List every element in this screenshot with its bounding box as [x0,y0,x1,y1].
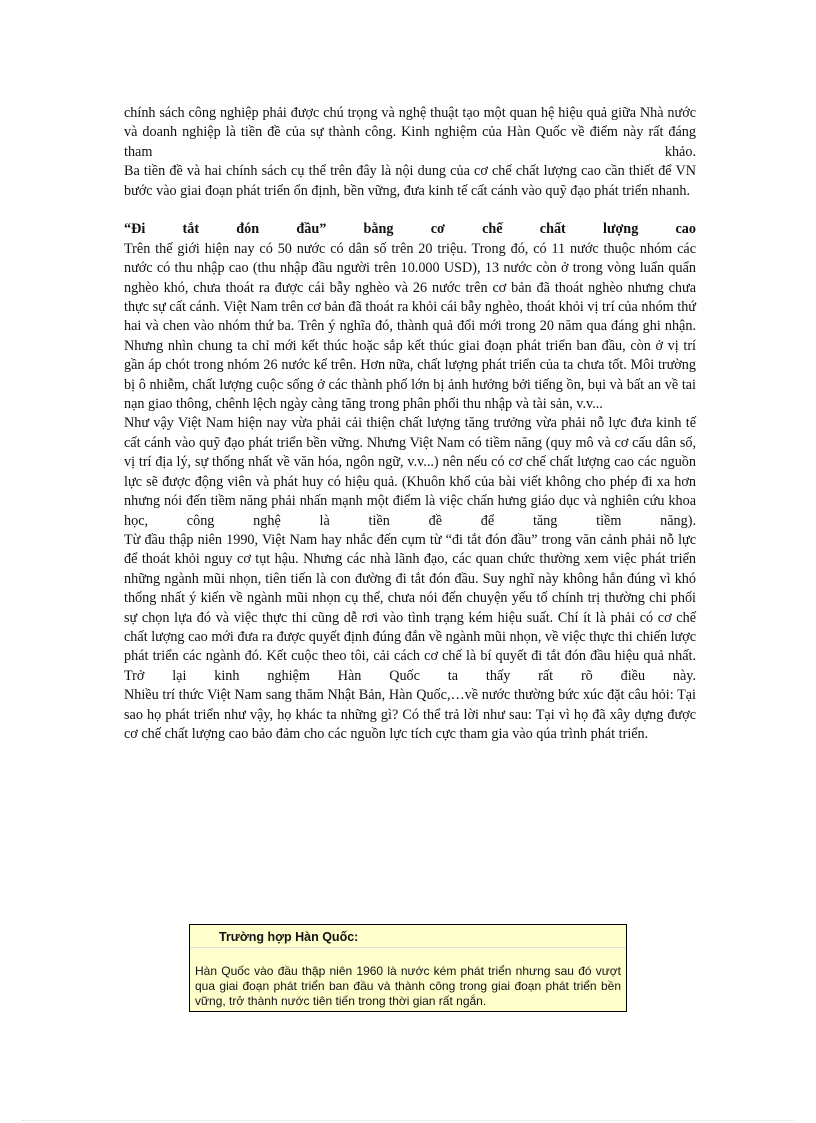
callout-body: Hàn Quốc vào đầu thập niên 1960 là nước kém phát triển nhưng sau đó vượt qua giai đoạn phát triển ban đầu và thành công trong giai đoạn phát triển bền vững, trở thành nước tiên tiến trong thời gian rất ngắn. [195,964,621,1008]
paragraph-korea-experience: chính sách công nghiệp phải được chú trọng và nghệ thuật tạo một quan hệ hiệu quả giữa Nhà nước và doanh nghiệp là tiền đề của sự thành công. Kinh nghiệm của Hàn Quốc về điểm này rất đáng tham khảo. [124,105,696,160]
paragraph-world-countries: Trên thế giới hiện nay có 50 nước có dân số trên 20 triệu. Trong đó, có 11 nước thuộc nhóm các nước có thu nhập cao (thu nhập đầu người trên 10.000 USD), 13 nước còn ở trong vòng luẩn quẩn nghèo khó, chưa thoát ra được cái bẫy nghèo và 26 nước trên cơ bản đã thoát nghèo nhưng chưa thực sự cất cánh. Việt Nam trên cơ bản đã thoát ra khỏi cái bẫy nghèo, thoát khỏi vị trí của nhóm thứ hai và chen vào nhóm thứ ba. Trên ý nghĩa đó, thành quả đổi mới trong 20 năm qua đáng ghi nhận. Nhưng nhìn chung ta chỉ mới kết thúc hoặc sắp kết thúc giai đoạn phát triển ban đầu, còn ở vị trí gần áp chót trong nhóm 26 nước kể trên. Hơn nữa, chất lượng phát triển của ta chưa tốt. Môi trường bị ô nhiễm, chất lượng cuộc sống ở các thành phố lớn bị ảnh hưởng bởi tiếng ồn, bụi và bất an về tai nạn giao thông, chênh lệch ngày càng tăng trong phân phối thu nhập và tài sản, v.v... [124,240,696,413]
callout-title: Trường hợp Hàn Quốc: [219,930,359,944]
paragraph-shortcut-strategy: Từ đầu thập niên 1990, Việt Nam hay nhắc đến cụm từ “đi tắt đón đầu” trong văn cảnh phải nỗ lực để thoát khỏi nguy cơ tụt hậu. Nhưng các nhà lãnh đạo, các quan chức thường xem việc phát triển những ngành mũi nhọn, tiên tiến là con đường đi tắt đón đầu. Suy nghĩ này không hẳn đúng vì khó thống nhất ý kiến về ngành mũi nhọn cụ thể, chưa nói đến chuyện yếu tố chính trị thường chi phối sự chọn lựa đó và việc thực thi cũng dễ rơi vào tình trạng kém hiệu suất. Chí ít là phải có cơ chế chất lượng cao mới đưa ra được quyết định đúng đắn về ngành mũi nhọn, về việc thực thi chiến lược phát triển các ngành đó. Kết cuộc theo tôi, cải cách cơ chế là bí quyết đi tắt đón đầu hiệu quả nhất. Trở lại kinh nghiệm Hàn Quốc ta thấy rất rõ điều này. [124,531,696,684]
paragraph-gap [124,201,696,220]
paragraph-three-premises: Ba tiền đề và hai chính sách cụ thể trên đây là nội dung của cơ chế chất lượng cao cần thiết để VN bước vào giai đoạn phát triển ổn định, bền vững, đưa kinh tế cất cánh vào quỹ đạo phát triển nhanh. [124,163,696,199]
paragraph-intellectuals-question: Nhiều trí thức Việt Nam sang thăm Nhật Bản, Hàn Quốc,…về nước thường bức xúc đặt câu hỏi: Tại sao họ phát triển như vậy, họ khác ta những gì? Có thể trả lời như sau: Tại vì họ đã xây dựng được cơ chế chất lượng cao bảo đảm cho các nguồn lực tích cực tham gia vào qúa trình phát triển. [124,687,696,742]
korea-case-callout [189,924,627,1012]
page-bottom-divider [22,1120,794,1121]
section-heading: “Đi tắt đón đầu” bằng cơ chế chất lượng cao [124,221,696,238]
paragraph-vietnam-potential: Như vậy Việt Nam hiện nay vừa phải cải thiện chất lượng tăng trưởng vừa phải nỗ lực đưa kinh tế cất cánh vào quỹ đạo phát triển bền vững. Nhưng Việt Nam có tiềm năng (quy mô và cơ cấu dân số, vị trí địa lý, sự thống nhất về văn hóa, ngôn ngữ, v.v...) nên nếu có cơ chế chất lượng cao các nguồn lực sẽ được động viên và phát huy có hiệu quả. (Khuôn khổ của bài viết không cho phép đi xa hơn nhưng nói đến tiềm năng phải nhấn mạnh một điểm là việc chấn hưng giáo dục và nghiên cứu khoa học, công nghệ là tiền đề để tăng tiềm năng). [124,415,696,529]
article-body [124,104,696,744]
